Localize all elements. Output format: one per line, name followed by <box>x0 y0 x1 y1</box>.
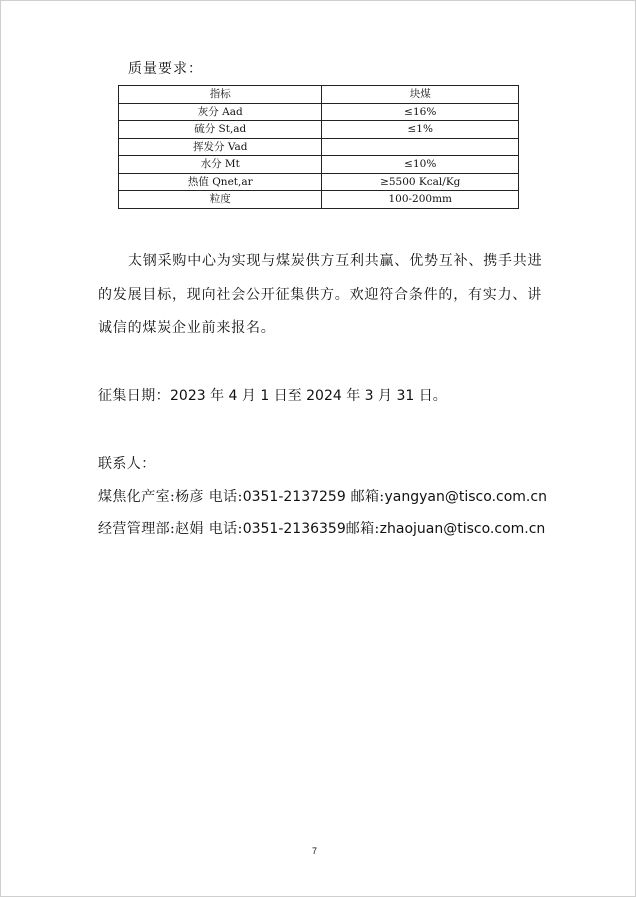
table-cell <box>322 138 519 156</box>
contact-phone: 0351-2137259 <box>242 489 346 505</box>
table-row <box>119 121 519 139</box>
intro-paragraph: 太钢采购中心为实现与煤炭供方互利共赢、优势互补、携手共进的发展目标，现向社会公开征集供方。欢迎符合条件的，有实力、讲诚信的煤炭企业前来报名。 <box>98 253 543 336</box>
contacts-heading: 联系人： <box>98 456 156 472</box>
contact-line <box>98 486 547 506</box>
collection-date-line <box>98 385 447 405</box>
table-cell: ≤10% <box>322 156 519 174</box>
contact-email[interactable]: zhaojuan@tisco.com.cn <box>379 521 546 537</box>
table-row <box>119 138 519 156</box>
collection-date-value: 2023 年 4 月 1 日至 2024 年 3 月 31 日。 <box>170 388 447 404</box>
table-header-cell: 指标 <box>119 86 322 104</box>
contact-phone-label: 电话: <box>208 489 243 505</box>
table-cell: ≥5500 Kcal/Kg <box>322 173 519 191</box>
contact-phone-label: 电话: <box>208 521 243 537</box>
table-row <box>119 103 519 121</box>
table-cell: 100-200mm <box>322 191 519 209</box>
contact-phone: 0351-2136359 <box>242 521 346 537</box>
section-title: 质量要求： <box>128 61 203 77</box>
table-cell: 硫分 St,ad <box>119 121 322 139</box>
contact-line <box>98 518 545 538</box>
table-cell: 灰分 Aad <box>119 103 322 121</box>
collection-date-label: 征集日期： <box>98 388 170 404</box>
contact-email[interactable]: yangyan@tisco.com.cn <box>384 489 547 505</box>
table-row <box>119 173 519 191</box>
contact-dept: 煤焦化产室:杨彦 <box>98 489 204 505</box>
table-header-row <box>119 86 519 104</box>
contact-email-label: 邮箱: <box>350 489 385 505</box>
table-cell: 粒度 <box>119 191 322 209</box>
table-row <box>119 191 519 209</box>
contact-email-label: 邮箱: <box>345 521 380 537</box>
table-cell: ≤1% <box>322 121 519 139</box>
table-row <box>119 156 519 174</box>
table-cell: ≤16% <box>322 103 519 121</box>
contact-dept: 经营管理部:赵娟 <box>98 521 204 537</box>
table-header-cell: 块煤 <box>322 86 519 104</box>
quality-requirements-table <box>118 85 519 209</box>
table-cell: 热值 Qnet,ar <box>119 173 322 191</box>
page-number: 7 <box>312 846 318 856</box>
table-cell: 水分 Mt <box>119 156 322 174</box>
table-cell: 挥发分 Vad <box>119 138 322 156</box>
